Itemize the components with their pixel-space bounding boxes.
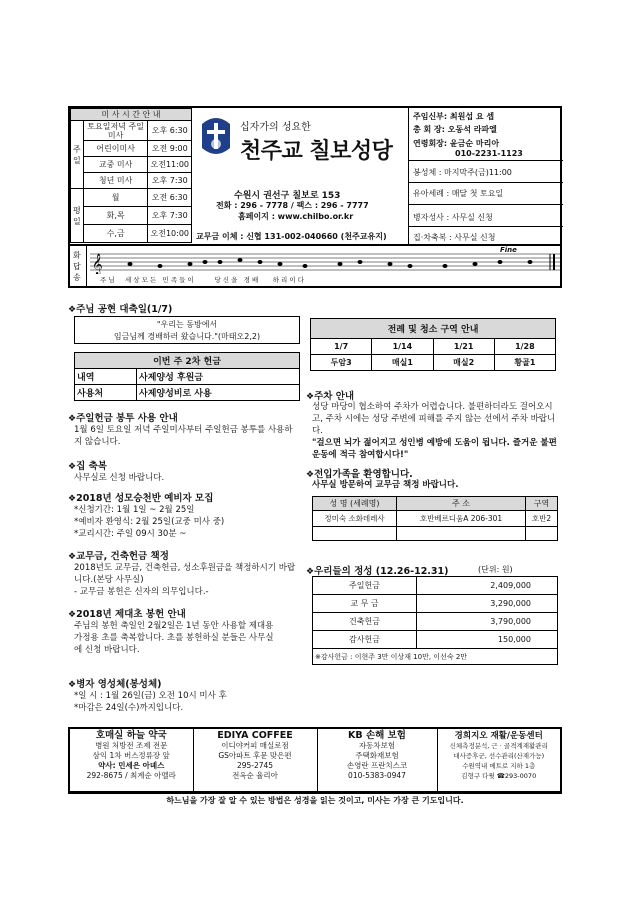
offering-table bbox=[312, 576, 558, 665]
anointing-info: 봉성체 : 마지막주(금)11:00 bbox=[413, 168, 512, 177]
offering-value: 3,790,000 bbox=[417, 613, 558, 631]
ad-title: 호매실 하늘 약국 bbox=[95, 730, 167, 741]
info-column bbox=[408, 108, 562, 244]
ad-line: 김형구 다윗 ☎293-0070 bbox=[461, 772, 537, 780]
liturgy-date: 1/14 bbox=[372, 339, 433, 355]
liturgy-group: 매실1 bbox=[372, 355, 433, 371]
ad-line: 292-8675 / 최계순 아멜라 bbox=[86, 771, 176, 780]
ad-title: KB 손해 보험 bbox=[348, 730, 406, 741]
dues-title: ❖ 교무금, 건축헌금 책정 bbox=[68, 548, 169, 562]
ad-line: 신체측정분석, 근 · 골격계재활관리 bbox=[449, 742, 548, 750]
header-box bbox=[68, 106, 562, 246]
offering-title: ❖ 우리들의 정성 (12.26-12.31) bbox=[306, 563, 448, 577]
welcome-table bbox=[312, 496, 558, 541]
funeral-phone: 010-2231-1123 bbox=[455, 149, 523, 158]
offering-label: 주일헌금 bbox=[313, 577, 417, 595]
hymn-fine: Fine bbox=[500, 246, 517, 254]
church-phone: 전화 : 296 - 7778 / 팩스 : 296 - 7777 bbox=[216, 201, 369, 210]
mass-name: 교중 미사 bbox=[83, 157, 148, 173]
liturgy-table bbox=[310, 318, 556, 371]
candle-body: 주님의 봉헌 축일인 2월2일은 1년 동안 사용할 제대용 가정용 초를 축복합니다. 초를 봉헌하실 분들은 사무실에 신청 바랍니다. bbox=[74, 621, 274, 655]
welcome-title: ❖ 전입가족을 환영합니다. bbox=[306, 466, 413, 480]
offering-value: 2,409,000 bbox=[417, 577, 558, 595]
candle-title: ❖ 2018년 제대초 봉헌 안내 bbox=[68, 606, 186, 620]
mass-name: 수,금 bbox=[83, 225, 148, 243]
mass-schedule-table bbox=[70, 108, 192, 243]
president-info: 총 회 장: 오동석 라파엘 bbox=[413, 125, 497, 134]
mass-time: 오전11:00 bbox=[148, 157, 192, 173]
offering-label: 건축헌금 bbox=[313, 613, 417, 631]
ad-line: 손영란 프란치스코 bbox=[346, 761, 408, 770]
ad-line: 약사: 민세은 아녜스 bbox=[98, 761, 165, 770]
church-homepage: 홈페이지 : www.chilbo.or.kr bbox=[238, 212, 354, 221]
welcome-address: 호반베르디움A 206-301 bbox=[397, 511, 526, 527]
offering-unit: (단위: 원) bbox=[478, 565, 513, 574]
ad-line: 삼익 1차 버스정류장 앞 bbox=[92, 751, 170, 760]
mass-name: 월 bbox=[83, 189, 148, 207]
sick-line: *마감은 24일(수)까지입니다. bbox=[74, 703, 184, 713]
ad-title: 경희지오 재활/운동센터 bbox=[454, 731, 543, 741]
ad-title: EDIYA COFFEE bbox=[217, 730, 293, 741]
mass-time: 오전 6:30 bbox=[148, 189, 192, 207]
offering-note: ※감사헌금 : 이현주 3만 이상재 10만, 이선숙 2만 bbox=[313, 649, 558, 665]
ad-rehab bbox=[437, 728, 561, 792]
funeral-contact: 연령회장: 윤금순 마리아 bbox=[413, 139, 500, 148]
dues-note: - 교무금 봉헌은 신자의 의무입니다.- bbox=[74, 587, 209, 597]
ad-line: 자동차보험 bbox=[358, 741, 396, 750]
blessing-title: ❖ 집 축복 bbox=[68, 458, 107, 472]
mass-time: 오전10:00 bbox=[148, 225, 192, 243]
ad-line: 대사증후군, 선수관리(산재가능) bbox=[453, 752, 545, 760]
liturgy-date: 1/28 bbox=[494, 339, 555, 355]
pilgrim-line: *교리시간: 주일 09시 30분 ~ bbox=[74, 529, 187, 539]
mass-time: 오후 7:30 bbox=[148, 207, 192, 225]
sick-title: ❖ 병자 영성체(봉성체) bbox=[68, 676, 162, 690]
ads-table bbox=[68, 727, 562, 793]
hymn-lyrics: 주 님 세 상 모 든 민 족 들 이 당 신 을 경 배 하 리 이 다 bbox=[100, 276, 305, 284]
welcome-header: 구역 bbox=[526, 497, 558, 511]
house-blessing-info: 집·차축복 : 사무실 신청 bbox=[413, 233, 496, 242]
weekday-label: 평일 bbox=[71, 189, 84, 243]
baptism-info: 유아세례 : 매달 첫 토요일 bbox=[413, 189, 504, 198]
ad-line: 010-5383-0947 bbox=[348, 771, 406, 780]
pastor-info: 주임신부: 최원섭 요 셉 bbox=[413, 112, 495, 121]
church-logo bbox=[198, 114, 234, 158]
ad-line: 295-2745 bbox=[236, 761, 274, 770]
sick-sacrament-info: 병자성사 : 사무실 신청 bbox=[413, 213, 493, 222]
liturgy-date: 1/21 bbox=[433, 339, 494, 355]
collection-value: 사제양성비로 사용 bbox=[137, 385, 300, 401]
mass-time: 오후 7:30 bbox=[148, 173, 192, 189]
welcome-header: 주 소 bbox=[397, 497, 526, 511]
footer-text: 하느님을 가장 잘 알 수 있는 방법은 성경을 읽는 것이고, 미사는 가장 큰 기도입니다. bbox=[68, 793, 562, 807]
parking-body: 성당 마당이 협소하여 주차가 어렵습니다. 불편하더라도 걸어오시고, 주차 시에는 성당 주변에 피해를 주지 않는 선에서 주차 바랍니다. bbox=[312, 402, 556, 436]
mass-time: 오후 6:30 bbox=[148, 121, 192, 141]
offering-label: 감사헌금 bbox=[313, 631, 417, 649]
ad-line: 이디야커피 매실로점 bbox=[221, 741, 289, 750]
mass-name: 토요일저녁 주일미사 bbox=[83, 121, 148, 141]
mass-name: 어린이미사 bbox=[83, 141, 148, 157]
welcome-header: 성 명 (세례명) bbox=[313, 497, 397, 511]
offering-value: 3,290,000 bbox=[417, 595, 558, 613]
blessing-body: 사무실로 신청 바랍니다. bbox=[74, 473, 165, 483]
parking-bold: "걸으면 뇌가 젊어지고 성인병 예방에 도움이 됩니다. 즐거운 불편 운동에 적극 참여합시다!" bbox=[312, 438, 557, 460]
collection-title: 이번 주 2차 헌금 bbox=[75, 353, 300, 369]
sick-line: *일 시 : 1월 26일(금) 오전 10시 미사 후 bbox=[74, 691, 227, 701]
church-subtitle: 십자가의 성요한 bbox=[240, 122, 311, 133]
hymn-label: 화답송 bbox=[73, 251, 81, 282]
ad-line: GS아파트 후문 맞은편 bbox=[218, 751, 292, 760]
cross-logo-icon bbox=[198, 114, 234, 158]
collection-label: 사용처 bbox=[75, 385, 137, 401]
ad-coffee bbox=[193, 728, 317, 792]
schedule-title: 미 사 시 간 안 내 bbox=[71, 109, 192, 121]
church-address: 수원시 권선구 칠보로 153 bbox=[234, 191, 341, 201]
mass-name: 청년 미사 bbox=[83, 173, 148, 189]
ad-line: 수원역내 메트로 지하 1층 bbox=[462, 762, 536, 770]
welcome-sub: 사무실 방문하여 교무금 책정 바랍니다. bbox=[312, 480, 459, 490]
pilgrim-line: *신청기간: 1월 1일 ~ 2월 25일 bbox=[74, 505, 195, 515]
envelope-body: 1월 6일 토요일 저녁 주일미사부터 주일헌금 봉투를 사용하지 않습니다. bbox=[74, 425, 293, 447]
epiphany-title: ❖ 주님 공현 대축일(1/7) bbox=[68, 301, 172, 315]
church-name: 천주교 칠보성당 bbox=[240, 139, 393, 164]
liturgy-group: 황골1 bbox=[494, 355, 555, 371]
collection-value: 사제양성 후원금 bbox=[137, 369, 300, 385]
offering-label: 교 무 금 bbox=[313, 595, 417, 613]
pilgrim-line: *예비자 환영식: 2월 25일(교중 미사 중) bbox=[74, 517, 225, 527]
church-account: 교무금 이체 : 신협 131-002-040660 (천주교유지) bbox=[196, 232, 387, 241]
offering-value: 150,000 bbox=[417, 631, 558, 649]
liturgy-group: 매실2 bbox=[433, 355, 494, 371]
ad-insurance bbox=[317, 728, 437, 792]
liturgy-title: 전례 및 청소 구역 안내 bbox=[311, 319, 556, 339]
svg-text:𝄞: 𝄞 bbox=[92, 254, 103, 274]
ad-pharmacy bbox=[69, 728, 193, 792]
welcome-district: 호반2 bbox=[526, 511, 558, 527]
envelope-title: ❖ 주일헌금 봉투 사용 안내 bbox=[68, 410, 178, 424]
ad-line: 병원 처방전 조제 전문 bbox=[95, 741, 168, 750]
sunday-label: 주일 bbox=[71, 121, 84, 189]
pilgrim-title: ❖ 2018년 성모승천반 예비자 모집 bbox=[68, 490, 213, 504]
hymn-row bbox=[68, 246, 562, 288]
mass-name: 화,목 bbox=[83, 207, 148, 225]
epiphany-quote: "우리는 동방에서 임금님께 경배하러 왔습니다."(마태오2,2) bbox=[74, 316, 300, 344]
liturgy-group: 두암3 bbox=[311, 355, 372, 371]
collection-table bbox=[74, 352, 300, 401]
mass-time: 오전 9:00 bbox=[148, 141, 192, 157]
ad-line: 주택화재보험 bbox=[355, 751, 399, 760]
collection-label: 내역 bbox=[75, 369, 137, 385]
ad-line: 전옥순 율리아 bbox=[232, 771, 278, 780]
parking-title: ❖ 주차 안내 bbox=[306, 388, 354, 402]
music-staff-icon bbox=[90, 250, 560, 274]
welcome-name: 정미숙 소화데레사 bbox=[313, 511, 397, 527]
liturgy-date: 1/7 bbox=[311, 339, 372, 355]
dues-body: 2018년도 교무금, 건축헌금, 성소후원금을 책정하시기 바랍니다.(본당 사무실) bbox=[74, 563, 296, 585]
